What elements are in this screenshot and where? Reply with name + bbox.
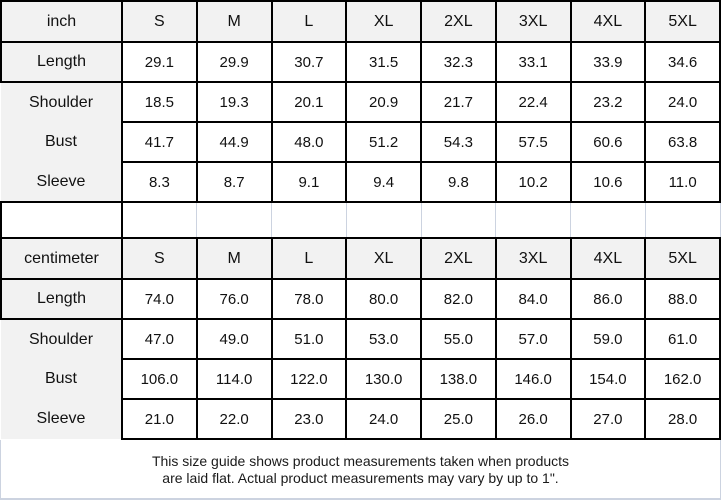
measurement-value-cell: 20.9 (346, 82, 421, 122)
size-header-cell: M (197, 1, 272, 42)
measurement-value-cell: 47.0 (122, 319, 197, 359)
measurement-value-cell: 53.0 (346, 319, 421, 359)
measurement-value-cell: 162.0 (645, 359, 720, 399)
measurement-value-cell: 31.5 (346, 42, 421, 82)
size-header-cell: 5XL (645, 238, 720, 279)
spacer-label-cell (1, 202, 122, 238)
centimeter-row-sleeve (1, 399, 720, 439)
measurement-value-cell: 86.0 (571, 279, 646, 319)
size-guide-note (0, 440, 721, 500)
measurement-value-cell: 63.8 (645, 122, 720, 162)
unit-header-cell: inch (1, 1, 122, 42)
measurement-value-cell: 10.6 (571, 162, 646, 202)
measurement-value-cell: 8.7 (197, 162, 272, 202)
measurement-value-cell: 106.0 (122, 359, 197, 399)
measure-label-cell: Shoulder (1, 319, 122, 359)
measurement-value-cell: 57.0 (496, 319, 571, 359)
measurement-value-cell: 8.3 (122, 162, 197, 202)
spacer-cell (571, 202, 646, 238)
measurement-value-cell: 9.1 (272, 162, 347, 202)
measurement-value-cell: 21.0 (122, 399, 197, 439)
measurement-value-cell: 27.0 (571, 399, 646, 439)
measure-label-cell: Length (1, 42, 122, 82)
measurement-value-cell: 80.0 (346, 279, 421, 319)
measure-label-cell: Sleeve (1, 399, 122, 439)
measurement-value-cell: 76.0 (197, 279, 272, 319)
measurement-value-cell: 11.0 (645, 162, 720, 202)
measurement-value-cell: 54.3 (421, 122, 496, 162)
size-header-cell: 4XL (571, 238, 646, 279)
centimeter-row-shoulder (1, 319, 720, 359)
size-header-cell: 3XL (496, 238, 571, 279)
measurement-value-cell: 20.1 (272, 82, 347, 122)
inch-header-row (1, 1, 720, 42)
note-line-2: are laid flat. Actual product measurements may vary by up to 1". (162, 470, 559, 486)
measurement-value-cell: 146.0 (496, 359, 571, 399)
measurement-value-cell: 23.0 (272, 399, 347, 439)
measurement-value-cell: 61.0 (645, 319, 720, 359)
spacer-cell (421, 202, 496, 238)
measurement-value-cell: 114.0 (197, 359, 272, 399)
measurement-value-cell: 51.0 (272, 319, 347, 359)
inch-row-sleeve (1, 162, 720, 202)
size-header-cell: XL (346, 238, 421, 279)
measurement-value-cell: 78.0 (272, 279, 347, 319)
measure-label-cell: Bust (1, 359, 122, 399)
measurement-value-cell: 22.0 (197, 399, 272, 439)
measurement-value-cell: 29.1 (122, 42, 197, 82)
measurement-value-cell: 32.3 (421, 42, 496, 82)
measurement-value-cell: 84.0 (496, 279, 571, 319)
measurement-value-cell: 9.4 (346, 162, 421, 202)
unit-header-cell: centimeter (1, 238, 122, 279)
measurement-value-cell: 29.9 (197, 42, 272, 82)
note-line-1: This size guide shows product measurements taken when products (151, 453, 570, 469)
size-header-cell: S (122, 238, 197, 279)
measurement-value-cell: 9.8 (421, 162, 496, 202)
size-header-cell: S (122, 1, 197, 42)
spacer-cell (197, 202, 272, 238)
spacer-row (1, 202, 720, 238)
measurement-value-cell: 55.0 (421, 319, 496, 359)
measure-label-cell: Bust (1, 122, 122, 162)
measurement-value-cell: 19.3 (197, 82, 272, 122)
measurement-value-cell: 41.7 (122, 122, 197, 162)
measurement-value-cell: 25.0 (421, 399, 496, 439)
measurement-value-cell: 23.2 (571, 82, 646, 122)
measurement-value-cell: 24.0 (645, 82, 720, 122)
measurement-value-cell: 18.5 (122, 82, 197, 122)
inch-row-shoulder (1, 82, 720, 122)
centimeter-header-row (1, 238, 720, 279)
measurement-value-cell: 82.0 (421, 279, 496, 319)
size-header-cell: L (272, 238, 347, 279)
size-header-cell: XL (346, 1, 421, 42)
measurement-value-cell: 22.4 (496, 82, 571, 122)
measurement-value-cell: 74.0 (122, 279, 197, 319)
measurement-value-cell: 122.0 (272, 359, 347, 399)
size-header-cell: 5XL (645, 1, 720, 42)
measurement-value-cell: 34.6 (645, 42, 720, 82)
measure-label-cell: Shoulder (1, 82, 122, 122)
size-table-body (1, 1, 720, 439)
spacer-cell (346, 202, 421, 238)
size-header-cell: 2XL (421, 1, 496, 42)
measurement-value-cell: 10.2 (496, 162, 571, 202)
measurement-value-cell: 33.1 (496, 42, 571, 82)
measurement-value-cell: 24.0 (346, 399, 421, 439)
measurement-value-cell: 59.0 (571, 319, 646, 359)
measurement-value-cell: 26.0 (496, 399, 571, 439)
spacer-cell (496, 202, 571, 238)
measurement-value-cell: 33.9 (571, 42, 646, 82)
spacer-cell (122, 202, 197, 238)
measurement-value-cell: 49.0 (197, 319, 272, 359)
spacer-cell (272, 202, 347, 238)
measurement-value-cell: 21.7 (421, 82, 496, 122)
size-header-cell: 4XL (571, 1, 646, 42)
centimeter-row-bust (1, 359, 720, 399)
size-header-cell: M (197, 238, 272, 279)
size-header-cell: L (272, 1, 347, 42)
measurement-value-cell: 60.6 (571, 122, 646, 162)
measurement-value-cell: 57.5 (496, 122, 571, 162)
size-header-cell: 2XL (421, 238, 496, 279)
inch-row-bust (1, 122, 720, 162)
measurement-value-cell: 51.2 (346, 122, 421, 162)
measurement-value-cell: 154.0 (571, 359, 646, 399)
measurement-value-cell: 30.7 (272, 42, 347, 82)
measurement-value-cell: 130.0 (346, 359, 421, 399)
size-header-cell: 3XL (496, 1, 571, 42)
measurement-value-cell: 28.0 (645, 399, 720, 439)
measure-label-cell: Length (1, 279, 122, 319)
centimeter-row-length (1, 279, 720, 319)
measurement-value-cell: 88.0 (645, 279, 720, 319)
measurement-value-cell: 44.9 (197, 122, 272, 162)
measure-label-cell: Sleeve (1, 162, 122, 202)
measurement-value-cell: 138.0 (421, 359, 496, 399)
inch-row-length (1, 42, 720, 82)
spacer-cell (645, 202, 720, 238)
measurement-value-cell: 48.0 (272, 122, 347, 162)
